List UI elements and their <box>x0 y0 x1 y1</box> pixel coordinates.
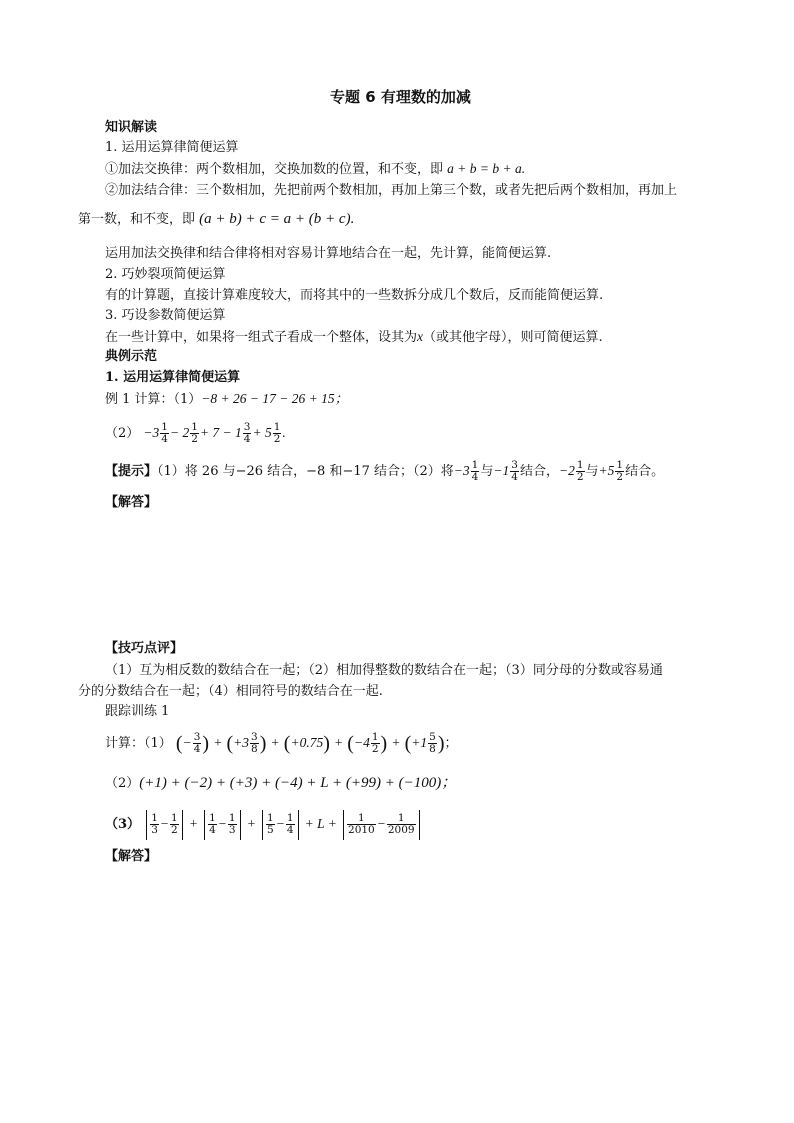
examples-sub1: 1. 运用运算律简便运算 <box>105 370 241 385</box>
example1-line2: （2） −3 $\frac{1}{4}$ − 2 $\frac{1}{2}$ + 7 − 1 $\frac{3}{4}$ + 5 $\frac{1}{2}$ . <box>105 421 286 445</box>
hint-text-c: 结合， <box>519 464 559 479</box>
hint-text-a: （1）将 26 与−26 结合，−8 和−17 结合；（2）将 <box>157 464 454 479</box>
hint-text-d: 与 <box>585 464 599 479</box>
rule1-line <box>105 160 525 179</box>
practice-answer-label: 【解答】 <box>105 849 158 864</box>
item3-text-b: （或其他字母），则可简便运算. <box>423 330 603 345</box>
practice-part2-expr: (+1) + (−2) + (+3) + (−4) + L + (+99) + (−100)； <box>139 775 457 791</box>
example1-expr1: −8 + 26 − 17 − 26 + 15； <box>201 391 349 406</box>
example1-answer-label: 【解答】 <box>105 495 158 510</box>
knowledge-note: 运用加法交换律和结合律将相对容易计算地结合在一起，先计算，能简便运算. <box>105 246 552 261</box>
item2-heading: 2. 巧妙裂项简便运算 <box>105 267 226 282</box>
hint-text-b: 与 <box>480 464 494 479</box>
practice-heading: 跟踪训练 1 <box>105 704 170 719</box>
example1-prefix: 例 1 计算：（1） <box>105 392 202 407</box>
practice-part1: 计算：（1） (− $\frac{3}{4}$ ) + (+3 $\frac{3}{8}$ ) + (+0.75) + (−4 $\frac{1}{2}$ ) + (+1 $\frac{5}{8}$ )； <box>105 731 458 755</box>
examples-heading: 典例示范 <box>105 349 158 364</box>
example1-part2-label: （2） <box>105 426 140 441</box>
knowledge-heading: 知识解读 <box>105 120 158 135</box>
practice-part2-label: （2） <box>105 776 140 791</box>
hint-line: 【提示】（1）将 26 与−26 结合，−8 和−17 结合；（2）将−3 $\frac{1}{4}$ 与−1 $\frac{3}{4}$ 结合，−2 $\frac{1}{2}$ 与+5 $\frac{1}{2}$ 结合。 <box>105 459 665 483</box>
rule2-line1: ②加法结合律：三个数相加，先把前两个数相加，再加上第三个数，或者先把后两个数相加，再加上 <box>105 183 678 198</box>
practice-calc-label: 计算：（1） <box>105 736 172 751</box>
tips-line2: 分的分数结合在一起；（4）相同符号的数结合在一起. <box>78 684 383 699</box>
practice-part3-label: （3） <box>105 817 141 832</box>
practice-part2 <box>105 772 456 795</box>
page-title: 专题 6 有理数的加减 <box>330 88 471 106</box>
item1-heading: 1. 运用运算律简便运算 <box>105 140 239 155</box>
practice-part3: （3） $\frac{1}{3}$ − $\frac{1}{2}$ + $\frac{1}{4}$ − $\frac{1}{3}$ + $\frac{1}{5}$ − $\frac{1}{4}$ + L + $\frac{1}{2010}$ − $\frac{1}{2009}$ <box>105 806 422 843</box>
item3-heading: 3. 巧设参数简便运算 <box>105 308 226 323</box>
item3-text-a: 在一些计算中，如果将一组式子看成一个整体，设其为 <box>105 330 418 345</box>
rule1-formula: a + b = b + a. <box>447 161 526 176</box>
rule2-line2 <box>78 210 354 229</box>
hint-label: 【提示】 <box>105 464 158 479</box>
item3-text <box>105 328 603 347</box>
rule2-formula: (a + b) + c = a + (b + c). <box>199 211 355 227</box>
hint-text-e: 结合。 <box>625 464 665 479</box>
tips-line1: （1）互为相反数的数结合在一起；（2）相加得整数的数结合在一起；（3）同分母的分数或容易通 <box>105 663 663 678</box>
item2-text: 有的计算题，直接计算难度较大，而将其中的一些数拆分成几个数后，反而能简便运算. <box>105 288 604 303</box>
tips-heading: 【技巧点评】 <box>105 641 184 656</box>
rule2-text: 第一数，和不变，即 <box>78 212 196 227</box>
rule1-text: ①加法交换律：两个数相加，交换加数的位置，和不变，即 <box>105 162 444 177</box>
example1-line1 <box>105 390 348 409</box>
item3-variable: x <box>417 329 424 344</box>
